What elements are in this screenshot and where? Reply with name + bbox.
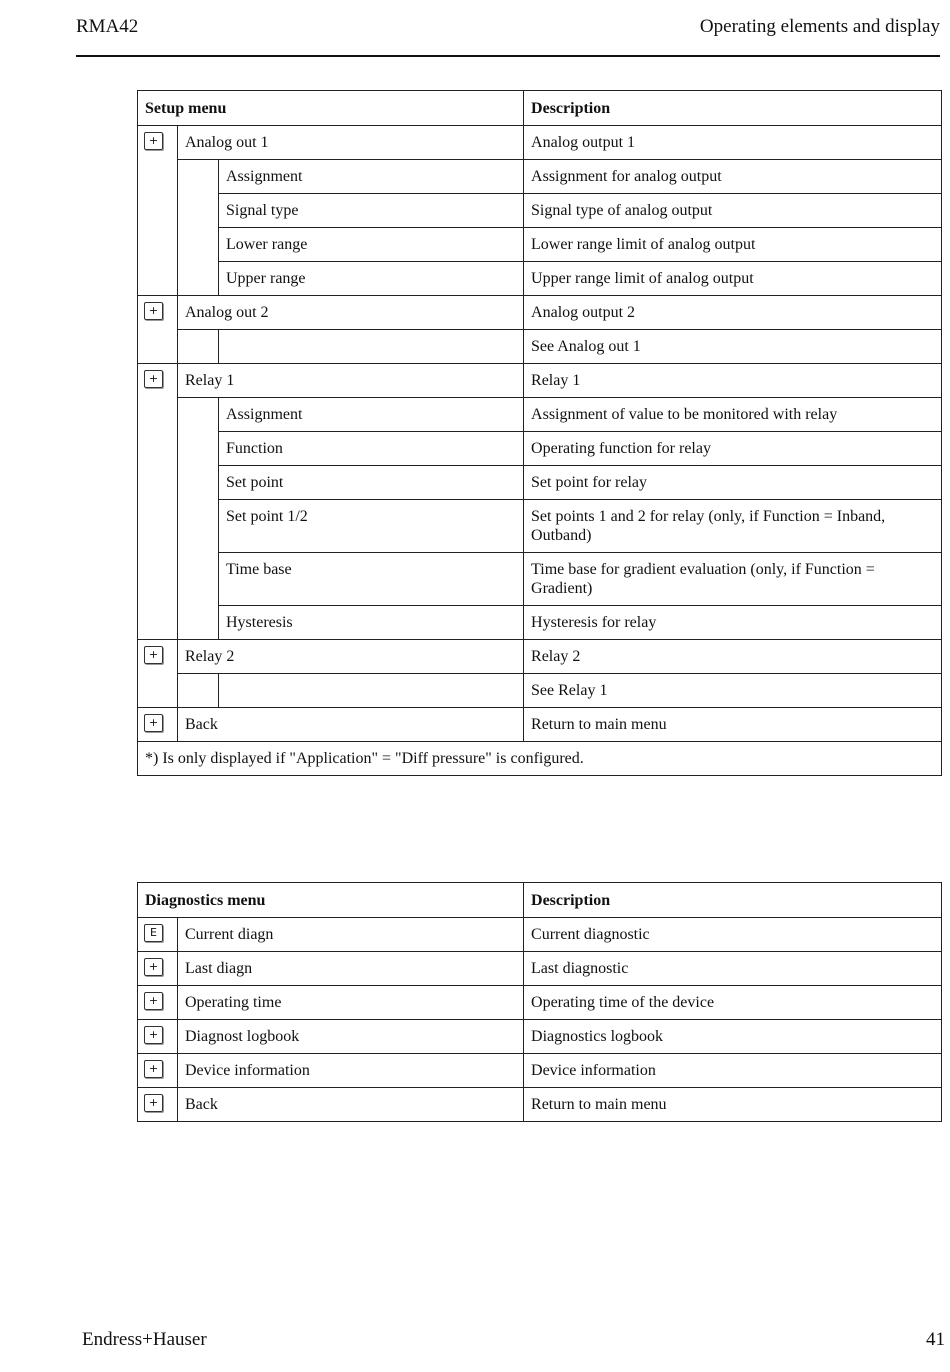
header-rule <box>76 55 940 57</box>
submenu-label-empty <box>219 674 524 708</box>
plus-key-icon: + <box>144 1094 163 1112</box>
submenu-description: See Analog out 1 <box>524 330 942 364</box>
submenu-row <box>138 262 942 296</box>
menu-description: Return to main menu <box>524 708 942 742</box>
footer-brand: Endress+Hauser <box>82 1329 207 1350</box>
key-cell <box>138 364 178 640</box>
indent-cell <box>178 194 219 228</box>
setup-menu-table <box>137 90 942 776</box>
menu-row-diagnost-logbook <box>138 1020 942 1054</box>
submenu-label: Set point 1/2 <box>219 500 524 553</box>
menu-row-current-diagn <box>138 918 942 952</box>
key-cell <box>138 918 178 952</box>
submenu-label: Lower range <box>219 228 524 262</box>
submenu-row <box>138 432 942 466</box>
key-cell <box>138 1088 178 1122</box>
menu-label: Last diagn <box>178 952 524 986</box>
submenu-description: See Relay 1 <box>524 674 942 708</box>
key-cell <box>138 640 178 708</box>
menu-label: Current diagn <box>178 918 524 952</box>
submenu-description: Upper range limit of analog output <box>524 262 942 296</box>
menu-label: Back <box>178 1088 524 1122</box>
page-number: 41 <box>926 1329 945 1350</box>
menu-row-back <box>138 708 942 742</box>
header-section-title: Operating elements and display <box>699 16 940 37</box>
plus-key-icon: + <box>144 1026 163 1044</box>
menu-label: Back <box>178 708 524 742</box>
menu-row-last-diagn <box>138 952 942 986</box>
menu-description: Last diagnostic <box>524 952 942 986</box>
plus-key-icon: + <box>144 714 163 732</box>
submenu-row <box>138 606 942 640</box>
plus-key-icon: + <box>144 992 163 1010</box>
menu-label: Analog out 2 <box>178 296 524 330</box>
submenu-label: Assignment <box>219 160 524 194</box>
indent-cell <box>178 432 219 466</box>
setup-menu-header-row <box>138 91 942 126</box>
menu-row-relay-2 <box>138 640 942 674</box>
menu-description: Relay 1 <box>524 364 942 398</box>
submenu-row <box>138 500 942 553</box>
menu-description: Return to main menu <box>524 1088 942 1122</box>
submenu-description: Set points 1 and 2 for relay (only, if Function = Inband, Outband) <box>524 500 942 553</box>
menu-description: Operating time of the device <box>524 986 942 1020</box>
key-cell <box>138 296 178 364</box>
plus-key-icon: + <box>144 132 163 150</box>
menu-label: Diagnost logbook <box>178 1020 524 1054</box>
submenu-row <box>138 160 942 194</box>
indent-cell <box>178 228 219 262</box>
submenu-description: Signal type of analog output <box>524 194 942 228</box>
plus-key-icon: + <box>144 646 163 664</box>
key-cell <box>138 1020 178 1054</box>
submenu-label: Time base <box>219 553 524 606</box>
submenu-label-empty <box>219 330 524 364</box>
menu-description: Current diagnostic <box>524 918 942 952</box>
submenu-label: Signal type <box>219 194 524 228</box>
indent-cell <box>178 553 219 606</box>
menu-label: Device information <box>178 1054 524 1088</box>
menu-description: Analog output 2 <box>524 296 942 330</box>
indent-cell <box>178 262 219 296</box>
submenu-description: Time base for gradient evaluation (only, if Function = Gradient) <box>524 553 942 606</box>
header-model: RMA42 <box>76 16 139 37</box>
footnote-row <box>138 742 942 776</box>
menu-description: Analog output 1 <box>524 126 942 160</box>
submenu-label: Upper range <box>219 262 524 296</box>
indent-cell <box>178 500 219 553</box>
plus-key-icon: + <box>144 958 163 976</box>
submenu-label: Assignment <box>219 398 524 432</box>
submenu-row <box>138 228 942 262</box>
submenu-description: Assignment of value to be monitored with relay <box>524 398 942 432</box>
submenu-row <box>138 398 942 432</box>
menu-description: Relay 2 <box>524 640 942 674</box>
submenu-description: Hysteresis for relay <box>524 606 942 640</box>
footnote: *) Is only displayed if "Application" = "Diff pressure" is configured. <box>138 742 942 776</box>
menu-row-back <box>138 1088 942 1122</box>
submenu-row <box>138 674 942 708</box>
diagnostics-menu-table <box>137 882 942 1122</box>
diagnostics-header-row <box>138 883 942 918</box>
menu-row-analog-out-2 <box>138 296 942 330</box>
menu-description: Diagnostics logbook <box>524 1020 942 1054</box>
indent-cell <box>178 466 219 500</box>
submenu-row <box>138 330 942 364</box>
menu-row-analog-out-1 <box>138 126 942 160</box>
menu-description: Device information <box>524 1054 942 1088</box>
menu-label: Relay 1 <box>178 364 524 398</box>
description-heading: Description <box>524 91 942 126</box>
submenu-label: Hysteresis <box>219 606 524 640</box>
submenu-description: Operating function for relay <box>524 432 942 466</box>
submenu-label: Function <box>219 432 524 466</box>
key-cell <box>138 986 178 1020</box>
indent-cell <box>178 674 219 708</box>
setup-menu-heading: Setup menu <box>138 91 524 126</box>
submenu-row <box>138 553 942 606</box>
menu-row-relay-1 <box>138 364 942 398</box>
submenu-label: Set point <box>219 466 524 500</box>
menu-row-operating-time <box>138 986 942 1020</box>
indent-cell <box>178 330 219 364</box>
menu-label: Relay 2 <box>178 640 524 674</box>
menu-row-device-information <box>138 1054 942 1088</box>
key-cell <box>138 1054 178 1088</box>
key-cell <box>138 126 178 296</box>
submenu-description: Set point for relay <box>524 466 942 500</box>
key-cell <box>138 708 178 742</box>
plus-key-icon: + <box>144 302 163 320</box>
indent-cell <box>178 606 219 640</box>
plus-key-icon: + <box>144 370 163 388</box>
key-cell <box>138 952 178 986</box>
plus-key-icon: + <box>144 1060 163 1078</box>
diagnostics-menu-heading: Diagnostics menu <box>138 883 524 918</box>
submenu-description: Assignment for analog output <box>524 160 942 194</box>
description-heading: Description <box>524 883 942 918</box>
submenu-description: Lower range limit of analog output <box>524 228 942 262</box>
submenu-row <box>138 194 942 228</box>
indent-cell <box>178 160 219 194</box>
enter-key-icon: E <box>144 924 163 942</box>
indent-cell <box>178 398 219 432</box>
submenu-row <box>138 466 942 500</box>
menu-label: Operating time <box>178 986 524 1020</box>
menu-label: Analog out 1 <box>178 126 524 160</box>
